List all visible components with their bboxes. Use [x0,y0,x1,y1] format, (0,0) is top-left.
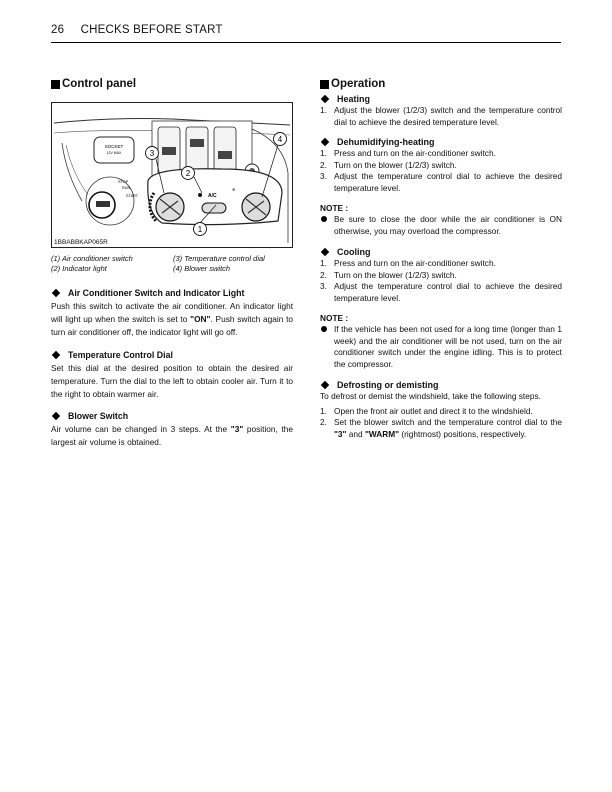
callout-2 [182,167,195,180]
page-header [51,24,561,36]
round-bullet-icon [321,326,327,332]
page-number: 26 [51,24,65,36]
square-bullet-icon [51,80,60,89]
socket-rating: 12V MAX [106,151,122,155]
cooling-heading: Cooling [320,247,562,257]
diamond-bullet-icon [52,289,60,297]
caption-2: (2) Indicator light [51,264,107,273]
control-panel-drawing [52,103,292,247]
list-item: 1. Open the front air outlet and direct it to the windshield. [320,405,533,416]
ac-switch-icon [202,203,226,213]
note-label: NOTE : [320,203,349,213]
power-socket-icon [94,137,134,163]
list-item: 3. Adjust the temperature control dial to achieve the desired temperature level. [320,171,562,193]
diamond-bullet-icon [321,95,329,103]
dehumidifying-steps [320,148,562,194]
running-section-title: CHECKS BEFORE START [80,24,223,36]
svg-text:1: 1 [197,225,203,234]
svg-text:❄: ❄ [232,187,236,192]
diamond-bullet-icon [321,138,329,146]
caption-4: (4) Blower switch [173,264,231,273]
caption-1: (1) Air conditioner switch [51,254,133,263]
header-rule [51,42,561,43]
diamond-bullet-icon [52,350,60,358]
temperature-dial-heading: Temperature Control Dial [51,350,293,360]
note-door: Be sure to close the door while the air conditioner is ON otherwise, you may overload the compressor. [320,214,562,237]
figure-captions [51,254,293,274]
heating-heading: Heating [320,94,562,104]
list-item: 2. Turn on the blower (1/2/3) switch. [320,159,457,170]
left-column [51,78,293,460]
diamond-bullet-icon [52,412,60,420]
defrosting-steps [320,406,562,441]
note-label: NOTE : [320,313,349,323]
note-compressor: If the vehicle has been not used for a long time (longer than 1 week) and the air conditioner will be not used, turn on the air conditioner switch under the engine idling. This is to protect the compressor. [320,324,562,370]
svg-text:RUN: RUN [122,186,131,190]
control-panel-title: Control panel [62,78,137,90]
svg-text:3: 3 [149,149,155,158]
socket-label: SOCKET [104,144,124,149]
control-panel-heading [51,78,293,90]
svg-text:4: 4 [277,135,283,144]
right-column [320,78,562,449]
defrosting-intro: To defrost or demist the windshield, take the following steps. [320,391,541,401]
blower-switch-text: Air volume can be changed in 3 steps. At the "3" position, the largest air volume is obtained. [51,424,293,448]
svg-text:2: 2 [185,169,191,178]
list-item: 2. Turn on the blower (1/2/3) switch. [320,269,457,280]
list-item: 3. Adjust the temperature control dial to achieve the desired temperature level. [320,281,562,303]
operation-title: Operation [331,78,386,90]
callout-1 [194,223,207,236]
diamond-bullet-icon [321,381,329,389]
dehumidifying-heading: Dehumidifying-heating [320,137,562,147]
callout-4 [274,133,287,146]
square-bullet-icon [320,80,329,89]
svg-text:STOP: STOP [118,180,129,184]
round-bullet-icon [321,216,327,222]
operation-heading [320,78,562,90]
ac-switch-text: Push this switch to activate the air conditioner. An indicator light will light up when the switch is set to "ON". Push switch again to turn air conditioner off, the indicator light will go off. [51,301,293,338]
control-panel-illustration [51,102,293,248]
svg-text:START: START [126,194,139,198]
blower-switch-heading: Blower Switch [51,411,293,421]
ignition-key-icon [86,177,139,225]
figure-code: 1BBABBKAP065R [54,239,108,246]
list-item: 1. Press and turn on the air-conditioner switch. [320,258,496,268]
ac-switch-heading: Air Conditioner Switch and Indicator Light [51,288,293,298]
temperature-dial-text: Set this dial at the desired position to obtain the desired air temperature. Turn the dial to the left to obtain cooler air. Turn it to the right to obtain warmer air. [51,362,293,400]
callout-3 [146,147,159,160]
diamond-bullet-icon [321,248,329,256]
list-item: 1. Adjust the blower (1/2/3) switch and the temperature control dial to achieve the desired temperature level. [320,105,562,127]
ac-label: A/C [208,193,217,199]
list-item: 2. Set the blower switch and the temperature control dial to the "3" and "WARM" (rightmost) positions, respectively. [320,417,562,439]
defrosting-heading: Defrosting or demisting [320,380,562,390]
cooling-steps [320,258,562,304]
list-item: 1. Press and turn on the air-conditioner switch. [320,148,496,158]
heating-steps [320,105,562,128]
indicator-light-icon [198,193,202,197]
caption-3: (3) Temperature control dial [173,254,265,263]
